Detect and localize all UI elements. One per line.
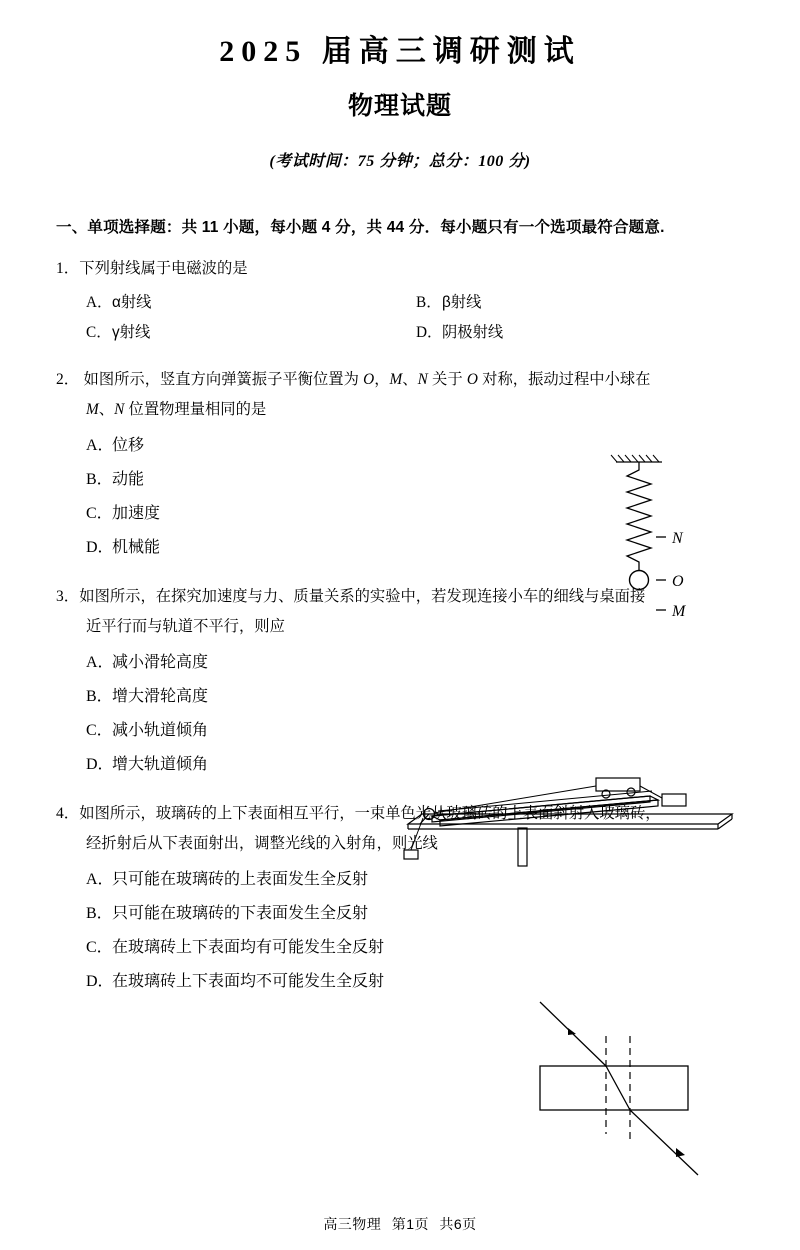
option-1-B-label: B． (416, 294, 442, 311)
option-2-C-label: C． (86, 505, 113, 522)
question-4-number: 4． (56, 805, 80, 822)
option-1-A-text: α射线 (112, 294, 152, 311)
option-3-B-label: B． (86, 688, 113, 705)
page-title: 2025 届高三调研测试 (219, 35, 581, 68)
option-1-D[interactable] (416, 318, 503, 348)
figure-incline-track (400, 756, 740, 876)
option-1-D-label: D． (416, 324, 443, 341)
question-1-text: 下列射线属于电磁波的是 (79, 260, 248, 277)
figure-glass-slab (518, 982, 718, 1192)
figure-spring-oscillator (594, 452, 724, 632)
question-2-text-line2: M、N 位置物理量相同的是 (86, 401, 267, 418)
question-4-text-line1: 如图所示，玻璃砖的上下表面相互平行，一束单色光从玻璃砖的上表面斜射入玻璃砖， (79, 805, 661, 822)
option-4-B-label: B． (86, 905, 113, 922)
question-1-options (56, 288, 744, 348)
question-3-text-line1: 如图所示，在探究加速度与力、质量关系的实验中，若发现连接小车的细线与桌面接 (79, 588, 646, 605)
option-1-A[interactable] (86, 288, 416, 318)
option-1-C-label: C． (86, 324, 112, 341)
option-3-A-label: A． (86, 654, 114, 671)
exam-meta: (考试时间：75 分钟；总分：100 分) (269, 153, 531, 170)
option-3-D-label: D． (86, 756, 114, 773)
option-2-A-text: 位移 (112, 437, 145, 454)
option-1-B-text: β射线 (442, 294, 482, 311)
footer-page: 第1页 (391, 1216, 429, 1232)
question-4-text-line2: 经折射后从下表面射出，调整光线的入射角，则光线 (86, 835, 438, 852)
option-4-C[interactable] (86, 931, 744, 965)
question-4-options (56, 863, 744, 999)
option-1-A-label: A． (86, 294, 113, 311)
option-4-D-label: D． (86, 973, 114, 990)
question-1-stem (56, 254, 744, 284)
option-2-A-label: A． (86, 437, 114, 454)
option-2-B-label: B． (86, 471, 113, 488)
option-4-C-label: C． (86, 939, 113, 956)
option-3-C-text: 减小轨道倾角 (112, 722, 209, 739)
question-1 (56, 254, 744, 348)
section-heading: 一、单项选择题：共 11 小题，每小题 4 分，共 44 分．每小题只有一个选项最符合题意. (56, 219, 665, 236)
option-3-C-label: C． (86, 722, 113, 739)
option-4-B[interactable] (86, 897, 744, 931)
question-2-number: 2． (56, 371, 80, 388)
question-1-number: 1． (56, 260, 80, 277)
option-1-C-text: γ射线 (112, 324, 151, 341)
option-1-B[interactable] (416, 288, 481, 318)
option-4-C-text: 在玻璃砖上下表面均有可能发生全反射 (112, 939, 385, 956)
option-3-B-text: 增大滑轮高度 (112, 688, 209, 705)
option-1-D-text: 阴极射线 (442, 324, 504, 341)
footer-subject: 高三物理 (323, 1216, 382, 1232)
option-4-A-text: 只可能在玻璃砖的上表面发生全反射 (112, 871, 369, 888)
option-2-B-text: 动能 (112, 471, 145, 488)
option-3-D-text: 增大轨道倾角 (112, 756, 209, 773)
page-footer (0, 1214, 800, 1234)
option-3-A[interactable] (86, 646, 744, 680)
option-2-C-text: 加速度 (112, 505, 161, 522)
option-4-D-text: 在玻璃砖上下表面均不可能发生全反射 (112, 973, 385, 990)
option-3-B[interactable] (86, 680, 744, 714)
option-4-B-text: 只可能在玻璃砖的下表面发生全反射 (112, 905, 369, 922)
exam-page (0, 34, 800, 1250)
option-3-A-text: 减小滑轮高度 (112, 654, 209, 671)
spring-label-O: O (672, 573, 684, 590)
question-3-number: 3． (56, 588, 80, 605)
spring-label-N: N (672, 530, 683, 547)
spring-label-M: M (672, 603, 686, 620)
page-subtitle: 物理试题 (347, 92, 452, 120)
question-3-text-line2: 近平行而与轨道不平行，则应 (86, 618, 285, 635)
option-2-D-label: D． (86, 539, 114, 556)
option-3-C[interactable] (86, 714, 744, 748)
option-2-D-text: 机械能 (112, 539, 161, 556)
question-2-stem (56, 365, 744, 395)
option-1-C[interactable] (86, 318, 416, 348)
question-2-text-line1: 如图所示，竖直方向弹簧振子平衡位置为 O，M、N 关于 O 对称，振动过程中小球在 (83, 371, 651, 388)
option-4-A-label: A． (86, 871, 114, 888)
footer-total: 共6页 (439, 1216, 477, 1232)
